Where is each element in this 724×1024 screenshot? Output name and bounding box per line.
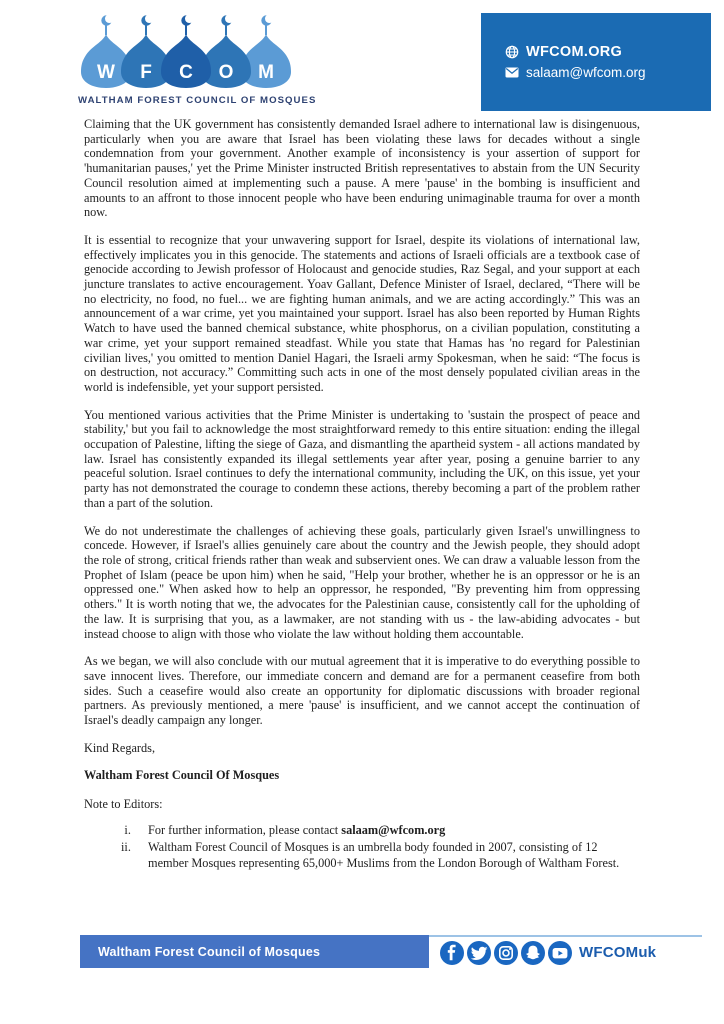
logo-letter: W [97,62,115,83]
letter-paragraph: Claiming that the UK government has consistently demanded Israel adhere to international law is disingenuous, particularly when you are aware that Israel has been violating these laws for decades without a single condemnation from your government. Another example of inconsistency is your assertion of support for 'humanitarian pauses,' yet the Prime Minister instructed British representatives to abstain from the UN Security Council resolution aimed at implementing such a pause. A mere 'pause' in the bombing is insufficient and amounts to an affront to those innocent people who have been enduring unimaginable trauma for over a month now. [84,117,640,220]
facebook-icon[interactable] [440,941,464,965]
globe-icon [505,45,519,59]
logo-letter: C [179,62,193,83]
note-text: Waltham Forest Council of Mosques is an umbrella body founded in 2007, consisting of 12 member Mosques representing 65,000+ Muslims from the London Borough of Waltham Forest. [148,840,620,870]
letter-paragraph: We do not underestimate the challenges of achieving these goals, particularly given Israel's unwillingness to concede. However, if Israel's allies genuinely care about the country and the Jewish people, they should adopt the role of strong, critical friends rather than weak and subservient ones. We can draw a valuable lesson from the Prophet of Islam (peace be upon him) when he said, "Help your brother, whether he is an oppressor or he is an oppressed one." When asked how to help an oppressor, he responded, "By preventing him from oppressing others." It is worth noting that we, the advocates for the Palestinian cause, consistently call for the upholding of the law. It is surprising that you, as a lawmaker, are not standing with us - the law-abiding advocates - but instead choose to align with those who violate the law without holding them accountable. [84,523,640,641]
email-link[interactable]: salaam@wfcom.org [526,65,646,80]
footer-bar [80,935,429,968]
letter-signature: Waltham Forest Council Of Mosques [84,768,280,783]
logo-wordmark: WALTHAM FOREST COUNCIL OF MOSQUES [78,95,317,106]
twitter-icon[interactable] [467,941,491,965]
logo-letter: F [140,62,152,83]
header-contact-box [481,13,711,111]
footer-rule [429,935,702,937]
envelope-icon [505,67,519,78]
mosque-domes-logo-icon [78,12,294,92]
social-links [440,941,572,965]
website-link[interactable]: WFCOM.ORG [526,44,623,60]
letter-closing: Kind Regards, [84,740,156,755]
logo-letter: M [258,62,274,83]
editor-note-item [134,840,640,871]
editor-note-item [134,823,640,839]
instagram-icon[interactable] [494,941,518,965]
note-to-editors-heading: Note to Editors: [84,797,163,812]
letter-paragraph: It is essential to recognize that your unwavering support for Israel, despite its violations of international law, effectively implicates you in this genocide. The statements and actions of Israeli officials are a textbook case of genocide according to Jewish professor of Holocaust and genocide studies, Raz Segal, and your support at each juncture translates to active encouragement. Yoav Gallant, Defence Minister of Israel, declared, “There will be no electricity, no food, no fuel... we are fighting human animals, and we are acting accordingly.” This was an announcement of a war crime, yet you maintained your support. Israel has also been reported by Human Rights Watch to have used the banned chemical substance, white phosphorus, on a civilian population, constituting a war crime, yet your support remained steadfast. While you state that Hamas has 'no regard for Palestinian civilian lives,' you omitted to mention Daniel Hagari, the Israeli army Spokesman, when he said: “The focus is on destruction, not accuracy.” Committing such acts in one of the most densely populated civilian areas in the world is indefensible, yet your support persisted. [84,232,640,394]
wfcom-logo [78,12,317,106]
logo-letter: O [218,62,234,83]
note-contact-email[interactable]: salaam@wfcom.org [341,822,446,837]
youtube-icon[interactable] [548,941,572,965]
snapchat-icon[interactable] [521,941,545,965]
social-handle[interactable]: WFCOMuk [579,944,657,961]
footer-org-name: Waltham Forest Council of Mosques [98,944,321,959]
letter-paragraph: You mentioned various activities that the Prime Minister is undertaking to 'sustain the prospect of peace and stability,' but you fail to acknowledge the most straightforward remedy to this entire situation: ending the illegal occupation of Palestine, lifting the siege of Gaza, and dismantling the apartheid system - all actions mandated by law. Israel has consistently expanded its illegal settlements year after year, posing a genuine barrier to any peaceful solution. Israel continues to defy the international community, including the UK, on this issue, yet your party has not demonstrated the courage to condemn these actions, thereby becoming a part of the problem rather than a part of the solution. [84,407,640,510]
editor-notes-list [84,823,640,872]
letter-body [84,117,640,873]
note-text: For further information, please contact [148,822,342,837]
letter-paragraph: As we began, we will also conclude with our mutual agreement that it is imperative to do everything possible to save innocent lives. Therefore, our immediate concern and demand are for a permanent ceasefire from both sides. Such a ceasefire would also create an opportunity for diplomatic discussions with broader regional partners. As previously mentioned, a mere 'pause' is insufficient, and we cannot accept the continuation of Israel's deadly campaign any longer. [84,654,640,728]
